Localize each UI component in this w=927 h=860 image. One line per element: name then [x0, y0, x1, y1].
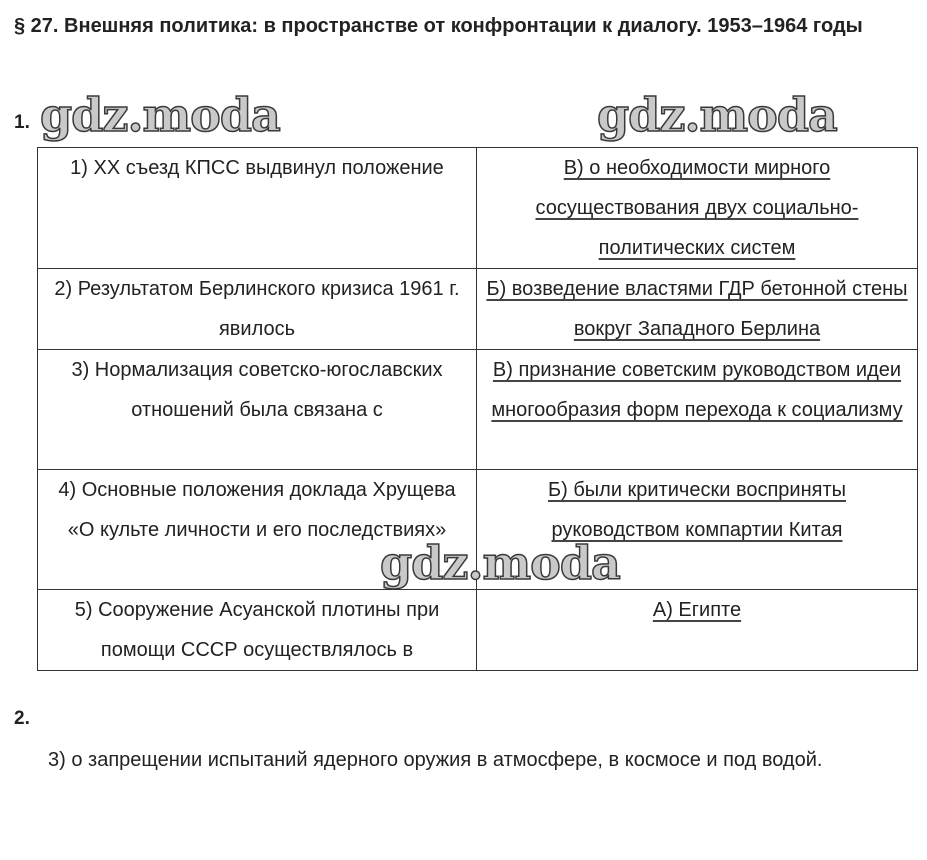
table-cell-question-5: 5) Сооружение Асуанской плотины при помощи СССР осуществлялось в	[38, 590, 477, 671]
table-cell-answer-2	[477, 269, 918, 350]
answer-text-3: В) признание советским руководством идеи многообразия форм перехода к социализму	[491, 359, 903, 421]
table-cell-question-2: 2) Результатом Берлинского кризиса 1961 г. явилось	[38, 269, 477, 350]
table-cell-question-1: 1) XX съезд КПСС выдвинул положение	[38, 148, 477, 269]
answer-text-4: Б) были критически восприняты руководством компартии Китая	[547, 479, 847, 541]
table-row	[38, 590, 918, 671]
table-row	[38, 269, 918, 350]
watermark-logo: gdz.moda	[40, 88, 280, 142]
answer-text-2: Б) возведение властями ГДР бетонной стены вокруг Западного Берлина	[486, 278, 908, 340]
table-cell-question-4: 4) Основные положения доклада Хрущева «О культе личности и его последствиях»	[38, 470, 477, 590]
task-2-number: 2.	[14, 708, 30, 729]
answer-text-5: А) Египте	[652, 599, 742, 621]
table-cell-answer-5	[477, 590, 918, 671]
table-cell-answer-1	[477, 148, 918, 269]
task-2-answer: 3) о запрещении испытаний ядерного оружия в атмосфере, в космосе и под водой.	[48, 749, 823, 771]
answer-text-1: В) о необходимости мирного сосуществования двух социально-политических систем	[535, 157, 859, 259]
table-row	[38, 148, 918, 269]
task-1-number: 1.	[14, 112, 30, 133]
table-cell-answer-3	[477, 350, 918, 470]
table-cell-question-3: 3) Нормализация советско-югославских отношений была связана с	[38, 350, 477, 470]
watermark-logo: gdz.moda	[380, 536, 620, 590]
watermark-logo: gdz.moda	[597, 88, 837, 142]
matching-table	[37, 147, 918, 671]
table-row	[38, 350, 918, 470]
page-title: § 27. Внешняя политика: в пространстве от конфронтации к диалогу. 1953–1964 годы	[14, 15, 863, 37]
